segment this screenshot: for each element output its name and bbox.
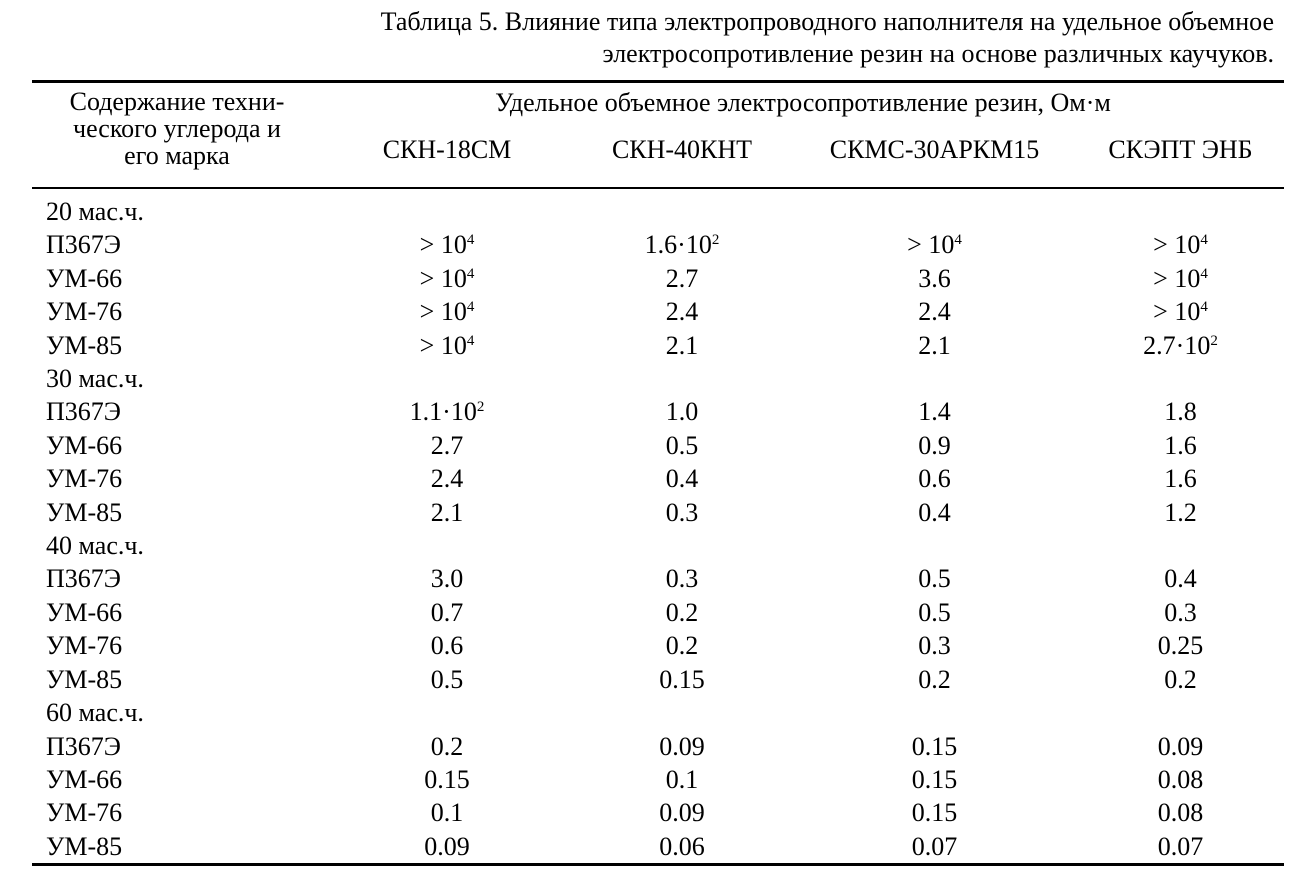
grade-label: УМ-66 [46,263,123,293]
table-row [32,796,1284,829]
value-cell: 1.8 [1164,397,1197,427]
grade-label: УМ-76 [46,631,123,661]
value-cell: 0.2 [918,664,951,694]
table-row [32,295,1284,328]
value-cell: 2.4 [918,297,951,327]
value-cell: 0.09 [659,731,705,761]
value-cell: > $10^4$ [419,263,475,293]
value-cell: 0.3 [665,497,699,527]
value-cell: 0.4 [665,464,699,494]
value-cell: > $10^4$ [419,297,475,327]
value-cell: 0.3 [665,564,699,594]
value-cell: 0.15 [424,764,470,794]
grade-label: П367Э [46,230,121,260]
value-cell: 0.5 [918,597,951,627]
group-label: 40 мас.ч. [46,531,144,561]
value-cell: 0.1 [665,764,699,794]
table-row [32,830,1284,865]
value-cell: 1.2 [1164,497,1197,527]
value-cell: 0.5 [918,564,951,594]
value-cell: 0.15 [911,731,958,761]
value-cell: 1.6 [1164,464,1197,494]
grade-label: УМ-85 [46,831,123,861]
value-cell: > $10^4$ [1153,297,1208,327]
grade-label: УМ-85 [46,497,123,527]
value-cell: 0.08 [1157,764,1204,794]
table-row [32,395,1284,428]
grade-label: УМ-66 [46,764,123,794]
group-label: 30 мас.ч. [46,364,144,394]
value-cell: $1.1\cdot 10^2$ [409,397,485,427]
value-cell: 0.07 [911,831,958,861]
row-header-line-2: ческого углерода и [73,114,281,143]
table-row [32,228,1284,261]
value-cell: 3.6 [918,263,951,293]
group-label: 60 мас.ч. [46,698,144,728]
value-cell: 0.15 [659,664,705,694]
value-cell: 0.4 [918,497,951,527]
row-header-line-1: Содержание техни- [69,87,285,116]
table-body [32,188,1284,865]
group-row [32,188,1284,228]
caption-line-1: Таблица 5. Влияние типа электропроводного наполнителя на удельное объемное [380,7,1274,36]
value-cell: 0.7 [430,597,464,627]
row-header [32,82,322,189]
column-header-skms-30arkm15: СКМС-30АРКМ15 [829,135,1040,164]
value-cell: 0.9 [918,430,951,460]
value-cell: 0.09 [659,798,705,828]
value-cell: 2.1 [665,330,699,360]
value-cell: 0.15 [911,764,958,794]
table-row [32,663,1284,696]
group-row [32,529,1284,562]
value-cell: 2.1 [918,330,951,360]
grade-label: П367Э [46,397,121,427]
grade-label: УМ-66 [46,430,123,460]
group-row [32,696,1284,729]
table-row [32,629,1284,662]
caption-line-2: электросопротивление резин на основе различных каучуков. [602,39,1274,68]
column-header-skn-40knt: СКН-40КНТ [611,135,753,164]
grade-label: П367Э [46,564,121,594]
value-cell: > $10^4$ [1153,263,1208,293]
grade-label: УМ-66 [46,597,123,627]
value-cell: > $10^4$ [1153,230,1208,260]
row-header-line-3: его марка [124,141,230,170]
value-cell: 0.06 [659,831,705,861]
value-cell: 0.09 [424,831,470,861]
grade-label: УМ-76 [46,297,123,327]
value-cell: 0.1 [430,798,464,828]
table-row [32,763,1284,796]
value-cell: 3.0 [430,564,464,594]
value-cell: 0.2 [665,597,699,627]
grade-label: УМ-85 [46,664,123,694]
group-row [32,362,1284,395]
value-cell: $2.7\cdot 10^2$ [1143,330,1218,360]
value-cell: 0.07 [1157,831,1204,861]
table-row [32,562,1284,595]
value-cell: 0.2 [1164,664,1197,694]
value-cell: 0.09 [1157,731,1204,761]
table-row [32,462,1284,495]
value-cell: 0.5 [430,664,464,694]
table-row [32,329,1284,362]
value-cell: 0.3 [1164,597,1197,627]
value-cell: 2.1 [430,497,464,527]
grade-label: П367Э [46,731,121,761]
value-cell: 0.4 [1164,564,1197,594]
value-cell: 0.6 [430,631,464,661]
group-label: 20 мас.ч. [46,197,144,226]
table-caption [174,6,1274,70]
grade-label: УМ-76 [46,798,123,828]
table-row [32,496,1284,529]
group-header: Удельное объемное электросопротивление резин, Ом·м [495,88,1111,117]
value-cell: > $10^4$ [419,230,475,260]
table-row [32,429,1284,462]
table-header [32,82,1284,189]
resistivity-table [32,80,1284,866]
value-cell: > $10^4$ [419,330,475,360]
value-cell: $1.6\cdot 10^2$ [644,230,720,260]
column-header-skept-enb: СКЭПТ ЭНБ [1108,135,1253,164]
value-cell: 0.15 [911,798,958,828]
value-cell: 2.7 [430,430,464,460]
value-cell: 1.6 [1164,430,1197,460]
grade-label: УМ-76 [46,464,123,494]
value-cell: > $10^4$ [907,230,962,260]
value-cell: 2.7 [665,263,699,293]
value-cell: 1.0 [665,397,699,427]
table-row [32,730,1284,763]
value-cell: 0.08 [1157,798,1204,828]
column-header-skn-18sm: СКН-18СМ [382,135,512,164]
value-cell: 0.3 [918,631,951,661]
value-cell: 0.5 [665,430,699,460]
value-cell: 0.25 [1157,631,1204,661]
value-cell: 0.2 [665,631,699,661]
value-cell: 2.4 [430,464,464,494]
value-cell: 0.2 [430,731,464,761]
value-cell: 2.4 [665,297,699,327]
value-cell: 0.6 [918,464,951,494]
value-cell: 1.4 [918,397,951,427]
grade-label: УМ-85 [46,330,123,360]
table-row [32,262,1284,295]
table-row [32,596,1284,629]
